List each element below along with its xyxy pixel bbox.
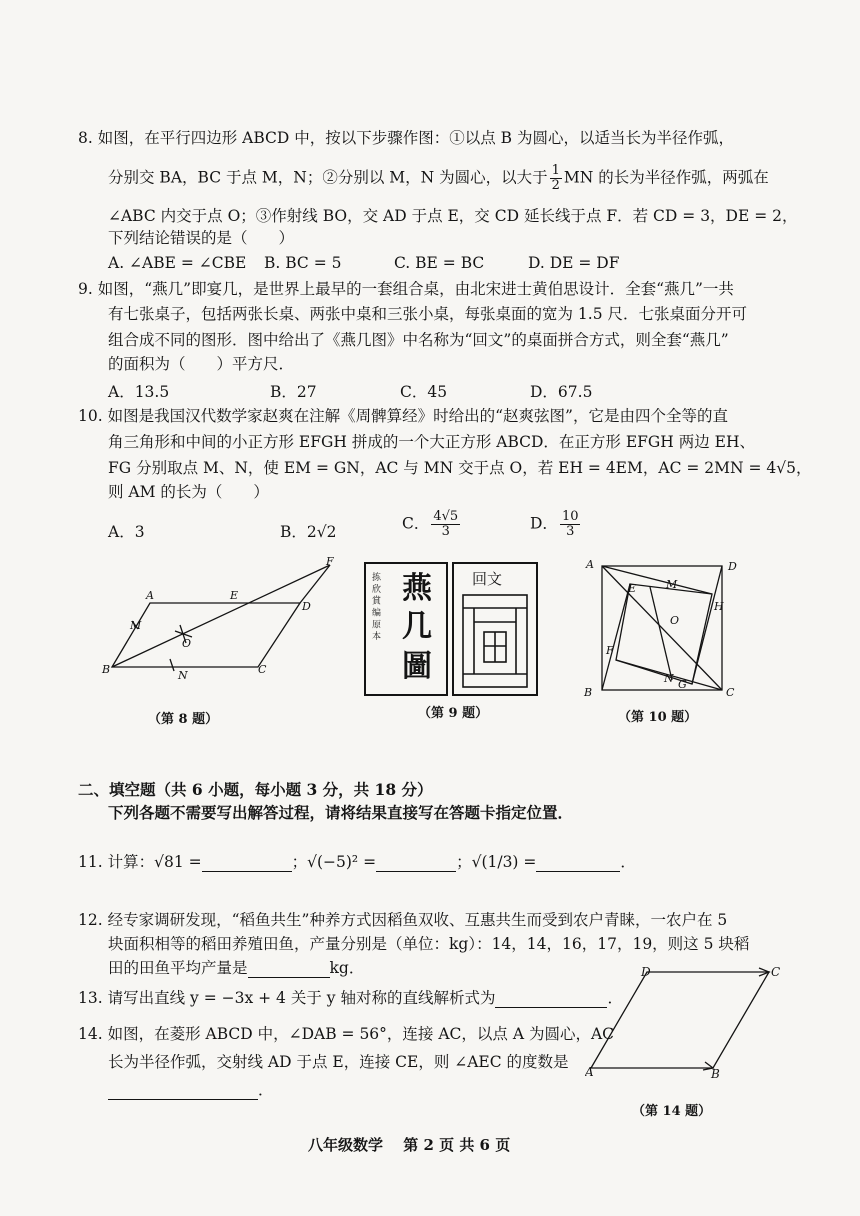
label-d: D [641, 965, 651, 979]
label-a: A [586, 558, 594, 571]
q9-line1: 9. 如图，“燕几”即宴几，是世界上最早的一套组合桌，由北宋进士黄伯思设计．全套“燕几”一共 [78, 280, 734, 298]
page-footer: 八年级数学 第 2 页 共 6 页 [308, 1136, 511, 1154]
label-e: E [628, 582, 637, 595]
section-2-title: 二、填空题（共 6 小题，每小题 3 分，共 18 分） [78, 780, 433, 799]
figure-10-zhaoshuang-diagram [580, 556, 740, 698]
q11-line: 11. 计算：√81 = ；√(−5)² = ；√(1/3) = ． [78, 853, 636, 871]
q9-line4: 的面积为（ ）平方尺． [108, 355, 295, 373]
label-b: B [711, 1067, 720, 1081]
q9-line2: 有七张桌子，包括两张长桌、两张中桌和三张小桌，每张桌面的宽为 1.5 尺．七张桌面分开可 [108, 305, 748, 323]
label-d: D [302, 600, 311, 613]
q8-line1: 8. 如图，在平行四边形 ABCD 中，按以下步骤作图：①以点 B 为圆心，以适当长为半径作弧， [78, 129, 734, 147]
q11-answer-blank-3[interactable] [536, 855, 620, 872]
figure-9-title-panel [364, 562, 448, 696]
label-c: C [258, 663, 267, 676]
figure-14-rhombus [585, 962, 785, 1082]
label-c: C [726, 686, 735, 698]
figure-9-title-char-2: 几 [402, 609, 432, 644]
label-d: D [728, 560, 737, 573]
half-fraction: $\frac{1}{2}$ [551, 163, 560, 193]
q11-answer-blank-1[interactable] [202, 855, 292, 872]
figure-14-caption: （第 14 题） [632, 1104, 712, 1119]
label-n: N [664, 672, 674, 685]
figure-9-caption: （第 9 题） [418, 706, 489, 721]
q10-line3: FG 分别取点 M、N，使 EM = GN，AC 与 MN 交于点 O，若 EH = 4EM，AC = 2MN = 4√5， [108, 459, 812, 477]
q14-answer-blank[interactable] [108, 1083, 258, 1100]
q8-option-c: C. BE = BC [394, 254, 485, 272]
figure-9-title-char-3: 圖 [402, 649, 432, 684]
q10-option-a: A．3 [108, 523, 145, 541]
label-h: H [714, 600, 724, 613]
q10-option-c: C． $\frac{4√5}{3}$ [402, 509, 459, 539]
label-b: B [102, 663, 111, 676]
q14-line1: 14. 如图，在菱形 ABCD 中，∠DAB = 56°，连接 AC，以点 A 为圆心，AC [78, 1025, 615, 1043]
q10-option-b: B．2√2 [280, 523, 337, 541]
q8-option-d: D. DE = DF [528, 254, 620, 272]
figure-10-caption: （第 10 题） [618, 710, 698, 725]
label-f: F [326, 555, 334, 568]
figure-9-box-title: 回文 [472, 570, 503, 588]
q14-line3: ． [108, 1080, 274, 1100]
section-2-note: 下列各题不需要写出解答过程，请将结果直接写在答题卡指定位置． [108, 803, 574, 822]
q8-line2: 分别交 BA，BC 于点 M，N；②分别以 M，N 为圆心，以大于 $\frac{1}{2}$ MN 的长为半径作弧，两弧在 [108, 163, 769, 193]
label-a: A [146, 589, 154, 602]
figure-8-parallelogram [100, 555, 345, 685]
label-n: N [178, 669, 188, 682]
figure-8-caption: （第 8 题） [148, 712, 219, 727]
q9-option-c: C．45 [400, 383, 448, 401]
q9-option-b: B．27 [270, 383, 317, 401]
label-c: C [771, 965, 781, 979]
q10-line4: 则 AM 的长为（ ） [108, 483, 269, 501]
label-f: F [606, 644, 614, 657]
figure-9-title-char-1: 燕 [402, 571, 432, 606]
q12-line2: 块面积相等的稻田养殖田鱼，产量分别是（单位：kg）：14，14，16，17，19，则这 5 块稻 [108, 935, 750, 953]
label-m: M [130, 619, 142, 632]
label-o: O [182, 637, 192, 650]
q9-line3: 组合成不同的图形．图中给出了《燕几图》中名称为“回文”的桌面拼合方式，则全套“燕几” [108, 331, 729, 349]
q8-line3: ∠ABC 内交于点 O；③作射线 BO，交 AD 于点 E，交 CD 延长线于点 F．若 CD = 3，DE = 2， [108, 207, 798, 225]
q8-line4: 下列结论错误的是（ ） [108, 229, 295, 247]
q9-option-a: A．13.5 [108, 383, 170, 401]
figure-9-huiwen-panel [452, 562, 538, 696]
label-g: G [678, 678, 687, 691]
q8-option-b: B. BC = 5 [264, 254, 342, 272]
q12-line1: 12. 经专家调研发现，“稻鱼共生”种养方式因稻鱼双收、互惠共生而受到农户青睐，一农户在 5 [78, 911, 728, 929]
label-b: B [584, 686, 593, 698]
label-o: O [670, 614, 680, 627]
label-e: E [230, 589, 239, 602]
label-a: A [585, 1065, 594, 1079]
q10-line1: 10. 如图是我国汉代数学家赵爽在注解《周髀算经》时给出的“赵爽弦图”，它是由四个全等的直 [78, 407, 728, 425]
label-m: M [666, 578, 678, 591]
q8-option-a: A. ∠ABE = ∠CBE [108, 254, 247, 272]
figure-9-table-layout [462, 594, 528, 688]
q11-answer-blank-2[interactable] [376, 855, 456, 872]
q10-option-d: D． $\frac{10}{3}$ [530, 509, 579, 539]
q12-line3: 田的田鱼平均产量是 kg． [108, 959, 365, 977]
q12-answer-blank[interactable] [248, 961, 330, 978]
q13-line: 13. 请写出直线 y = −3x + 4 关于 y 轴对称的直线解析式为 ． [78, 989, 623, 1007]
figure-9-side-text: 拣 欣 賞 编 原 本 [370, 572, 380, 641]
q9-option-d: D．67.5 [530, 383, 593, 401]
q14-line2: 长为半径作弧，交射线 AD 于点 E，连接 CE，则 ∠AEC 的度数是 [108, 1053, 569, 1071]
q10-line2: 角三角形和中间的小正方形 EFGH 拼成的一个大正方形 ABCD．在正方形 EFGH 两边 EH、 [108, 433, 755, 451]
